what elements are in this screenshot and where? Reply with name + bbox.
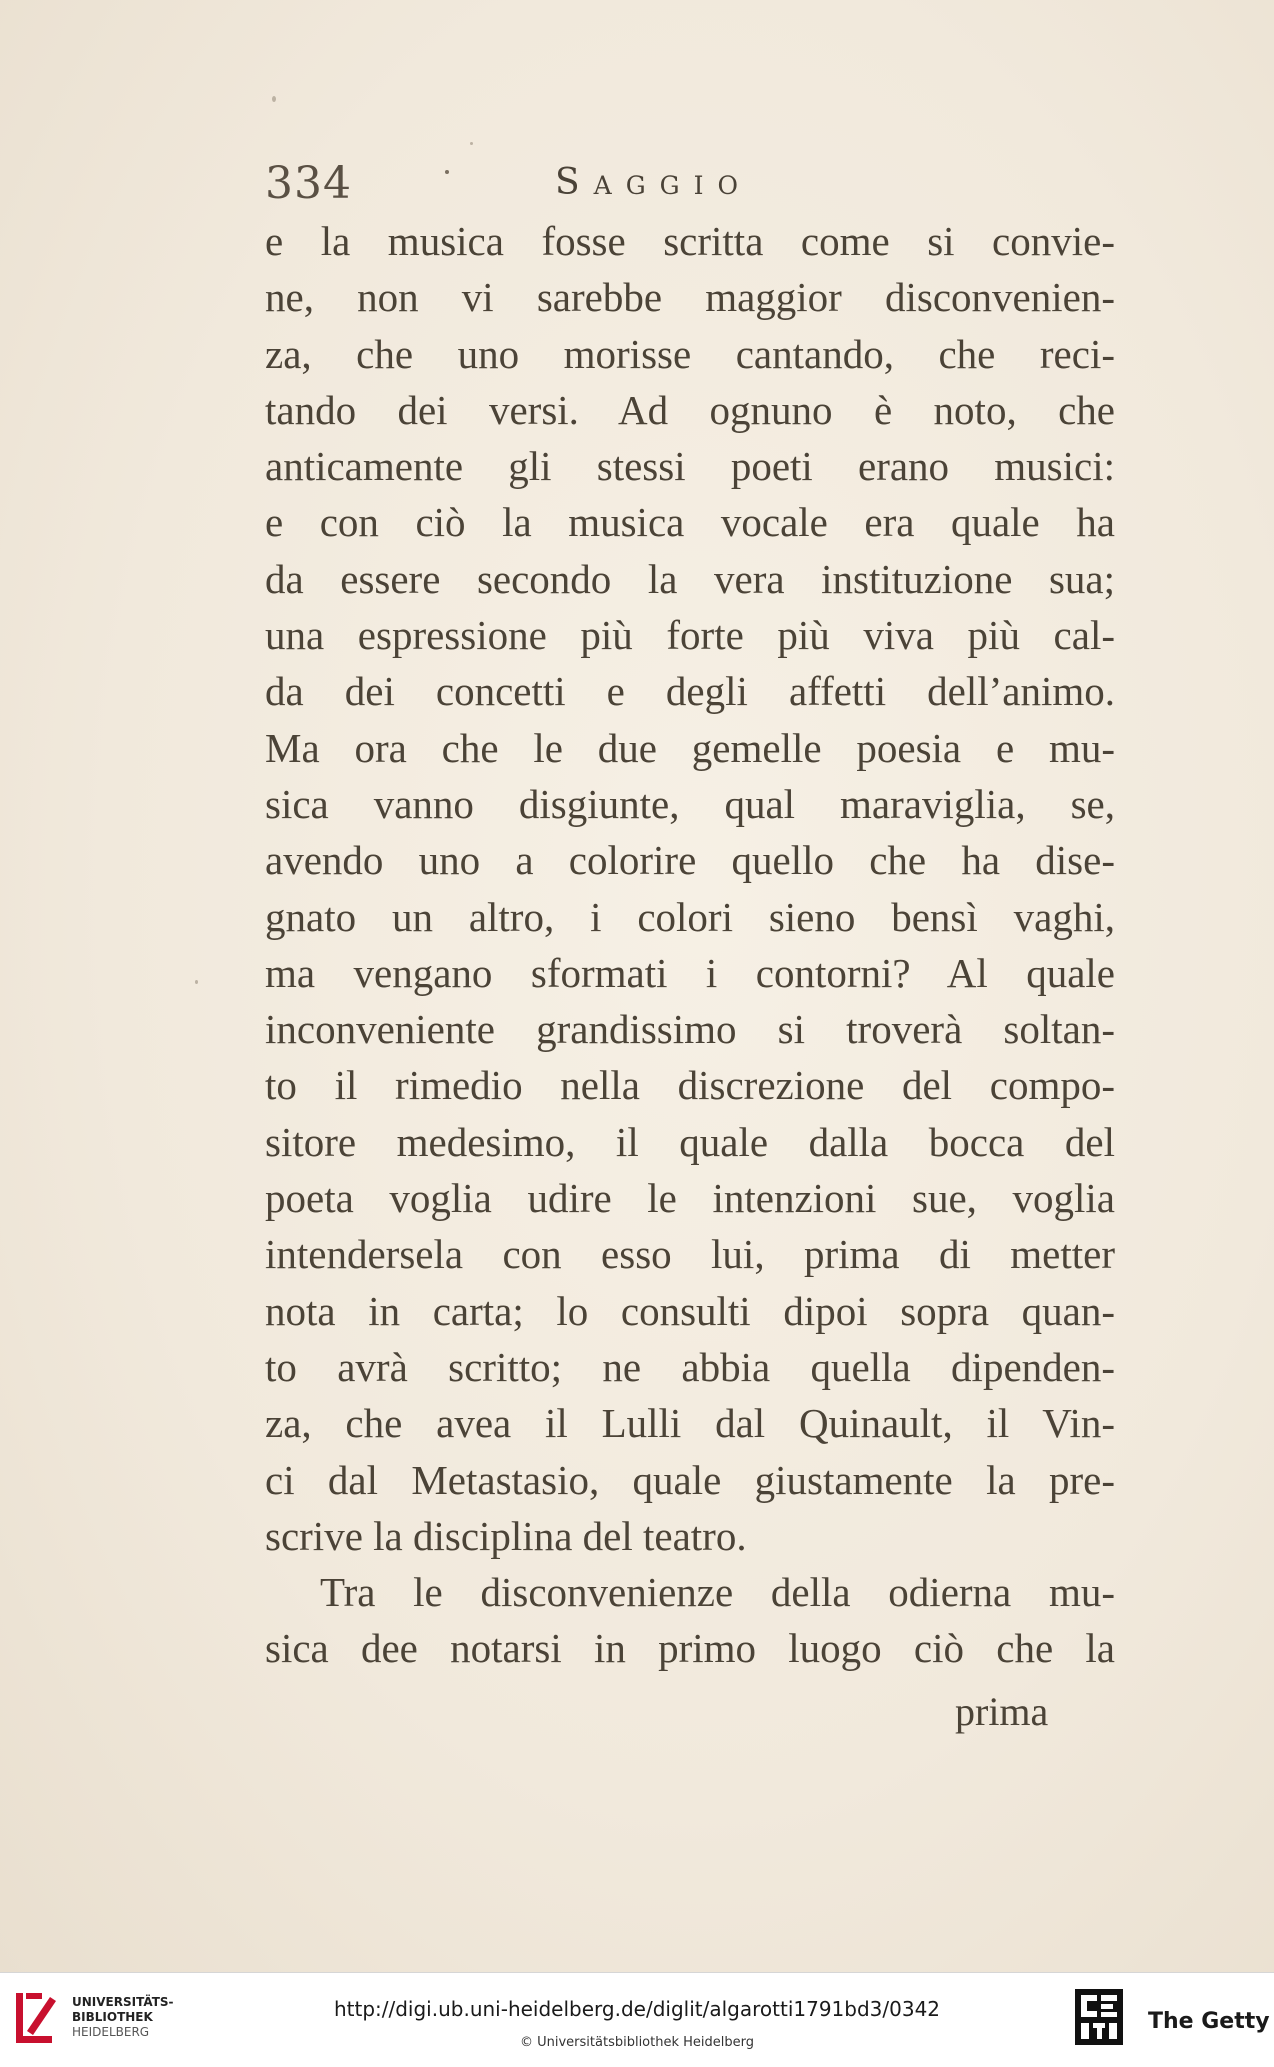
paragraph-start-line: Tra le disconvenienze della odierna mu- bbox=[320, 1569, 1115, 1616]
paragraph-end-line: scrive la disciplina del teatro. bbox=[265, 1512, 747, 1559]
text-line: to il rimedio nella discrezione del compo- bbox=[265, 1062, 1115, 1109]
text-line: sica vanno disgiunte, qual maraviglia, se, bbox=[265, 780, 1115, 827]
text-line: za, che uno morisse cantando, che reci- bbox=[265, 330, 1115, 377]
page-header bbox=[265, 158, 1125, 218]
text-line: Ma ora che le due gemelle poesia e mu- bbox=[265, 724, 1115, 771]
text-line: gnato un altro, i colori sieno bensì vaghi, bbox=[265, 893, 1115, 940]
paper-speck bbox=[272, 96, 276, 102]
library-name-line: UNIVERSITÄTS- bbox=[72, 1995, 174, 2009]
text-line: poeta voglia udire le intenzioni sue, voglia bbox=[265, 1175, 1115, 1222]
text-line: una espressione più forte più viva più cal- bbox=[265, 612, 1115, 659]
text-line: ci dal Metastasio, quale giustamente la pre- bbox=[265, 1456, 1115, 1503]
text-line: avendo uno a colorire quello che ha dise- bbox=[265, 837, 1115, 884]
header-dot bbox=[445, 170, 449, 174]
catchword: prima bbox=[955, 1689, 1049, 1734]
text-line: sica dee notarsi in primo luogo ciò che la bbox=[265, 1625, 1115, 1672]
permalink-url[interactable]: http://digi.ub.uni-heidelberg.de/diglit/algarotti1791bd3/0342 bbox=[333, 1997, 941, 2021]
copyright-notice: © Universitätsbibliothek Heidelberg bbox=[519, 2035, 754, 2050]
text-line: za, che avea il Lulli dal Quinault, il Vin- bbox=[265, 1400, 1115, 1447]
page-number: 334 bbox=[265, 158, 352, 209]
text-line: e la musica fosse scritta come si convie- bbox=[265, 218, 1115, 264]
text-line: da essere secondo la vera instituzione sua; bbox=[265, 555, 1115, 602]
text-line: to avrà scritto; ne abbia quella dipenden- bbox=[265, 1343, 1115, 1390]
running-title: Saggio bbox=[555, 162, 753, 203]
library-name-line: BIBLIOTHEK bbox=[72, 2010, 153, 2024]
text-line: intendersela con esso lui, prima di metter bbox=[265, 1231, 1115, 1278]
text-line: e con ciò la musica vocale era quale ha bbox=[265, 499, 1115, 546]
library-city: HEIDELBERG bbox=[72, 2025, 150, 2039]
text-line: tando dei versi. Ad ognuno è noto, che bbox=[265, 386, 1115, 433]
text-line: sitore medesimo, il quale dalla bocca del bbox=[265, 1118, 1115, 1165]
partner-name: The Getty bbox=[1148, 2009, 1270, 2034]
text-line: nota in carta; lo consulti dipoi sopra quan- bbox=[265, 1287, 1115, 1334]
text-line: inconveniente grandissimo si troverà soltan- bbox=[265, 1006, 1115, 1053]
text-line: ne, non vi sarebbe maggior disconvenien- bbox=[265, 274, 1115, 321]
body-text bbox=[265, 213, 1115, 1677]
paper-speck bbox=[195, 980, 198, 984]
getty-logo-icon bbox=[1073, 1987, 1125, 2049]
viewer-footer bbox=[0, 1972, 1274, 2067]
text-line: ma vengano sformati i contorni? Al quale bbox=[265, 949, 1115, 996]
text-line: da dei concetti e degli affetti dell’animo. bbox=[265, 668, 1115, 715]
text-line: anticamente gli stessi poeti erano musici: bbox=[265, 443, 1115, 490]
paper-speck bbox=[470, 142, 473, 145]
